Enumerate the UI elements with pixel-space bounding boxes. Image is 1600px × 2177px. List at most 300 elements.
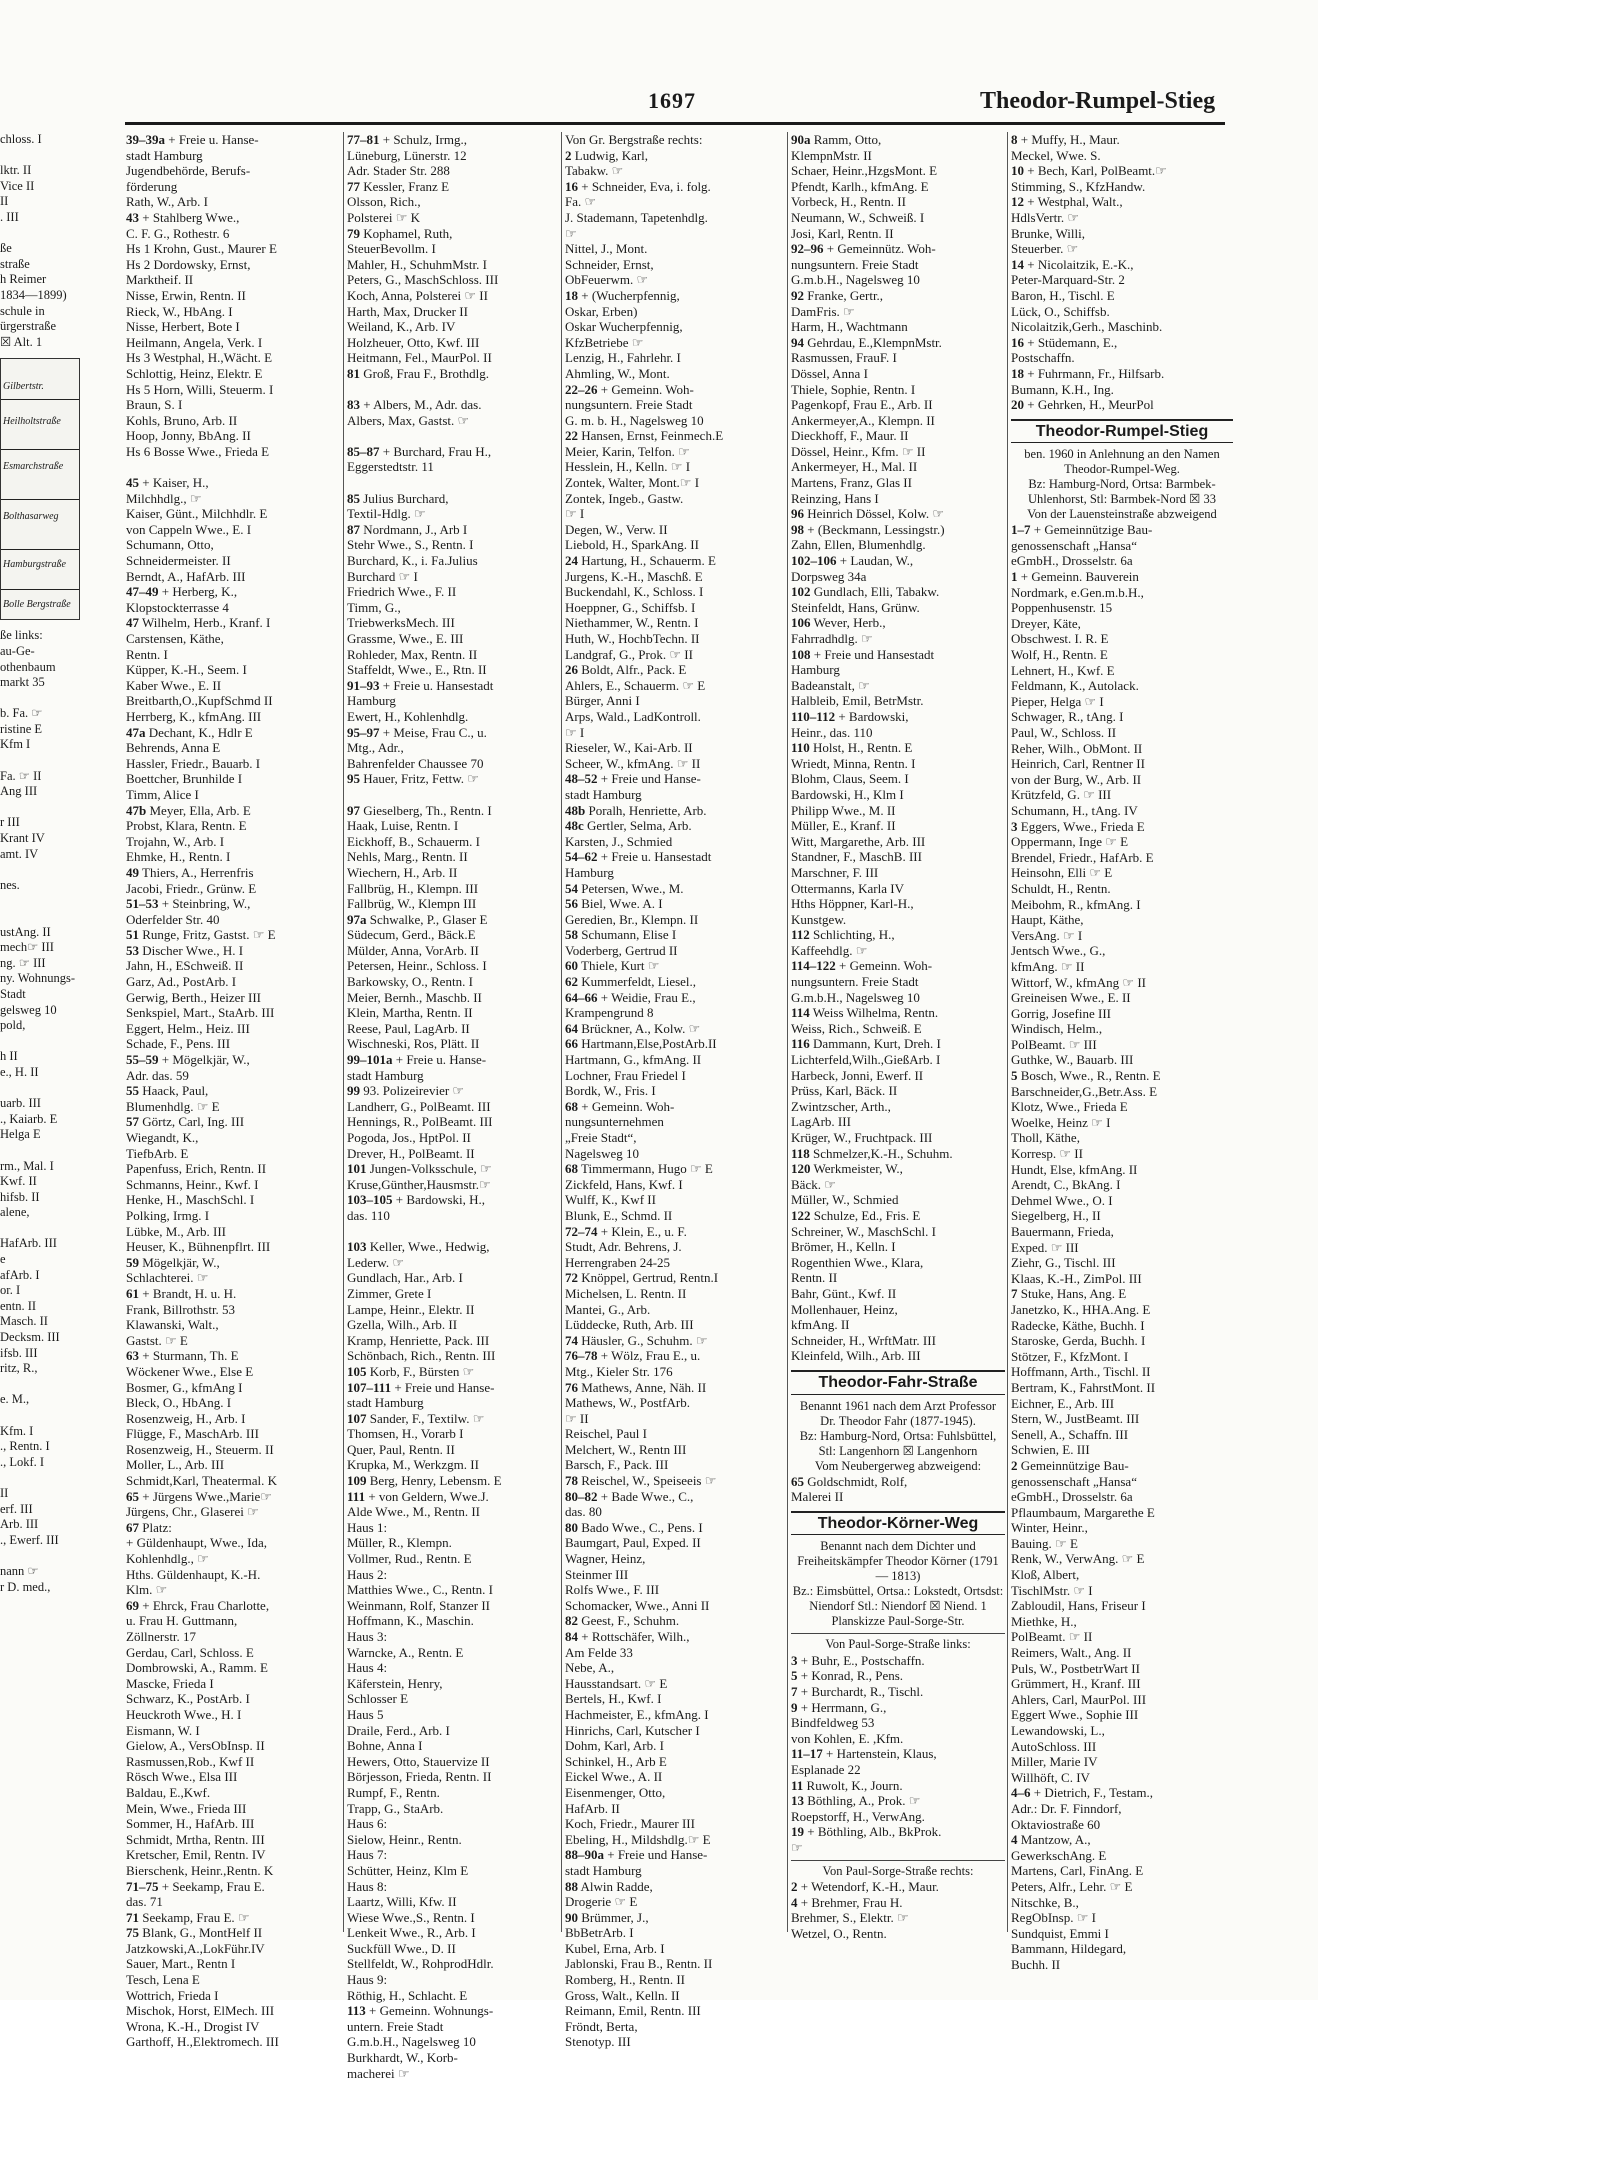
directory-entry: Kfm. I: [0, 1423, 34, 1438]
directory-entry: Wiegandt, K.,: [126, 1130, 199, 1145]
directory-entry: Hinrichs, Carl, Kutscher I: [565, 1722, 700, 1738]
directory-entry: Fa. ☞: [565, 194, 597, 210]
directory-entry: Rosenzweig, H., Arb. I: [126, 1410, 246, 1426]
directory-entry: 2 Ludwig, Karl,: [565, 147, 649, 163]
directory-entry: 72 Knöppel, Gertrud, Rentn.I: [565, 1270, 719, 1286]
directory-entry: Vorbeck, H., Rentn. II: [791, 194, 906, 210]
directory-entry: 109 Berg, Henry, Lebensm. E: [347, 1473, 502, 1489]
directory-entry: Rieseler, W., Kai-Arb. II: [565, 740, 693, 756]
directory-entry: Dieckhoff, F., Maur. II: [791, 428, 909, 444]
directory-entry: Schreiner, W., MaschSchl. I: [791, 1223, 936, 1239]
directory-entry: Südecum, Gerd., Bäck.E: [347, 927, 476, 943]
directory-entry: afArb. I: [0, 1267, 40, 1282]
directory-entry: Jacobi, Friedr., Grünw. E: [126, 880, 257, 896]
directory-entry: Heinrich, Carl, Rentner II: [1011, 756, 1145, 772]
directory-entry: Fallbrüg, H., Klempn. III: [347, 880, 479, 896]
directory-entry: Bauing. ☞ E: [1011, 1535, 1078, 1551]
directory-entry: 59 Mögelkjär, W.,: [126, 1254, 220, 1270]
directory-entry: [0, 1470, 78, 1486]
directory-entry: Flügge, F., MaschArb. III: [126, 1426, 259, 1442]
directory-entry: Nebe, A.,: [565, 1660, 615, 1676]
directory-entry: 96 Heinrich Dössel, Kolw. ☞: [791, 506, 945, 522]
street-branch-note: Von Paul-Sorge-Straße rechts:: [791, 1860, 1005, 1880]
directory-entry: Koch, Anna, Polsterei ☞ II: [347, 287, 488, 303]
directory-entry: Mtg., Adr.,: [347, 740, 404, 756]
directory-entry: 105 Korb, F., Bürsten ☞: [347, 1363, 475, 1379]
directory-entry: Drever, H., PolBeamt. II: [347, 1145, 475, 1161]
directory-entry: Steinmer III: [565, 1566, 629, 1582]
directory-entry: Harbeck, Jonni, Ewerf. II: [791, 1067, 924, 1083]
directory-entry: G.m.b.H., Nagelsweg 10: [791, 272, 920, 288]
directory-entry: Krützfeld, G. ☞ III: [1011, 787, 1112, 803]
directory-entry: Gross, Walt., Kelln. II: [565, 1987, 680, 2003]
directory-entry: Wöckener Wwe., Else E: [126, 1363, 254, 1379]
directory-entry: Peters, G., MaschSchloss. III: [347, 272, 499, 288]
directory-entry: Friedrich Wwe., F. II: [347, 584, 457, 600]
directory-entry: Fahrradhdlg. ☞: [791, 631, 873, 646]
directory-entry: Puls, W., PostbetrWart II: [1011, 1660, 1140, 1676]
directory-entry: Schomacker, Wwe., Anni II: [565, 1597, 710, 1613]
directory-entry: 71 Seekamp, Frau E. ☞: [126, 1909, 250, 1925]
directory-entry: Brunke, Willi,: [1011, 225, 1085, 241]
directory-entry: Halbleib, Emil, BetrMstr.: [791, 693, 924, 709]
directory-entry: SteuerBevollm. I: [347, 241, 436, 257]
directory-entry: Eisenmenger, Otto,: [565, 1784, 666, 1800]
directory-entry: + Güldenhaupt, Wwe., Ida,: [126, 1535, 268, 1551]
directory-entry: Lampe, Heinr., Elektr. II: [347, 1301, 475, 1317]
directory-entry: [0, 148, 78, 164]
directory-entry: 112 Schlichting, H.,: [791, 927, 895, 943]
directory-entry: Pfendt, Karlh., kfmAng. E: [791, 178, 929, 194]
directory-entry: Schwarz, K., PostArb. I: [126, 1691, 250, 1707]
directory-entry: Hths Höppner, Karl-H.,: [791, 896, 914, 912]
directory-entry: 55 Haack, Paul,: [126, 1083, 209, 1099]
directory-entry: das. 71: [126, 1894, 163, 1910]
directory-entry: 76–78 + Wölz, Frau E., u.: [565, 1348, 701, 1364]
directory-entry: Dössel, Heinr., Kfm. ☞ II: [791, 443, 926, 459]
directory-entry: 95 Hauer, Fritz, Fettw. ☞: [347, 771, 479, 787]
directory-entry: 103 Keller, Wwe., Hedwig,: [347, 1239, 490, 1255]
directory-entry: Barkowsky, O., Rentn. I: [347, 974, 473, 990]
directory-entry: 62 Kummerfeldt, Liesel.,: [565, 974, 697, 990]
directory-entry: Burchard, K., i. Fa.Julius: [347, 553, 478, 569]
directory-entry: 11 Ruwolt, K., Journ.: [791, 1777, 903, 1793]
directory-entry: Nisse, Herbert, Bote I: [126, 319, 240, 335]
directory-entry: Philipp Wwe., M. II: [791, 802, 896, 818]
directory-entry: Lüddecke, Ruth, Arb. III: [565, 1317, 694, 1333]
directory-entry: Kwf. II: [0, 1174, 37, 1189]
directory-entry: 80 Bado Wwe., C., Pens. I: [565, 1519, 703, 1535]
street-branch-note: Von Paul-Sorge-Straße links:: [791, 1633, 1005, 1653]
directory-entry: Adr. Stader Str. 288: [347, 163, 450, 179]
street-heading-box: [791, 1511, 1005, 1536]
directory-entry: Trapp, G., StaArb.: [347, 1800, 444, 1816]
directory-entry: Stimming, S., KfzHandw.: [1011, 178, 1146, 194]
directory-entry: 68 Timmermann, Hugo ☞ E: [565, 1161, 713, 1177]
directory-entry: Jatzkowski,A.,LokFühr.IV: [126, 1940, 265, 1956]
directory-entry: nes.: [0, 877, 20, 892]
directory-entry: Rumpf, F., Rentn.: [347, 1784, 440, 1800]
map-label: Gilbertstr.: [3, 381, 44, 393]
directory-entry: 3 + Buhr, E., Postschaffn.: [791, 1652, 925, 1668]
directory-entry: au-Ge-: [0, 643, 35, 658]
directory-entry: Windisch, Helm.,: [1011, 1021, 1103, 1037]
directory-entry: Jahn, H., ESchweiß. II: [126, 958, 244, 974]
directory-entry: Hs 2 Dordowsky, Ernst,: [126, 256, 251, 272]
directory-entry: 84 + Rottschäfer, Wilh.,: [565, 1629, 690, 1644]
directory-entry: G. m. b. H., Nagelsweg 10: [565, 412, 704, 428]
directory-entry: 16 + Stüdemann, E.,: [1011, 334, 1118, 350]
directory-entry: [0, 862, 78, 878]
directory-entry: Wiese Wwe.,S., Rentn. I: [347, 1909, 475, 1925]
directory-entry: HafArb. II: [565, 1800, 620, 1816]
directory-entry: Zickfeld, Hans, Kwf. I: [565, 1176, 683, 1192]
directory-entry: Brendel, Friedr., HafArb. E: [1011, 849, 1154, 865]
directory-entry: Nicolaitzik,Gerh., Maschinb.: [1011, 319, 1163, 335]
directory-entry: Reimers, Walt., Ang. II: [1011, 1645, 1132, 1661]
directory-entry: Boettcher, Brunhilde I: [126, 771, 243, 787]
directory-entry: Börjesson, Frieda, Rentn. II: [347, 1769, 492, 1785]
directory-entry: 82 Geest, F., Schuhm.: [565, 1613, 680, 1629]
directory-column-1: [126, 132, 341, 2050]
directory-entry: Bumann, K.H., Ing.: [1011, 381, 1114, 397]
directory-entry: Gielow, A., VersObInsp. II: [126, 1738, 265, 1754]
directory-entry: Oderfelder Str. 40: [126, 911, 220, 927]
directory-entry: [0, 1548, 78, 1564]
directory-entry: Küpper, K.-H., Seem. I: [126, 662, 247, 678]
directory-entry: Haus 7:: [347, 1847, 388, 1863]
directory-entry: Haak, Luise, Rentn. I: [347, 818, 459, 834]
directory-entry: Pieper, Helga ☞ I: [1011, 693, 1104, 709]
directory-entry: Korresp. ☞ II: [1011, 1146, 1083, 1162]
directory-entry: Müller, E., Kranf. II: [791, 818, 896, 834]
directory-entry: ☞ I: [565, 506, 585, 522]
directory-entry: Prüss, Karl, Bäck. II: [791, 1083, 898, 1099]
directory-entry: Suckfüll Wwe., D. II: [347, 1940, 456, 1956]
directory-entry: Nordmark, e.Gen.m.b.H.,: [1011, 584, 1144, 600]
directory-entry: 107 Sander, F., Textilw. ☞: [347, 1410, 485, 1426]
directory-entry: Stadt: [0, 986, 26, 1001]
directory-entry: Rohleder, Max, Rentn. II: [347, 646, 478, 662]
directory-entry: Winter, Heinr.,: [1011, 1520, 1088, 1536]
directory-entry: markt 35: [0, 675, 45, 690]
directory-entry: Krampengrund 8: [565, 1005, 654, 1021]
directory-entry: Mahler, H., SchuhmMstr. I: [347, 256, 487, 272]
directory-entry: u. Frau H. Guttmann,: [126, 1613, 238, 1629]
directory-entry: TriebwerksMech. III: [347, 615, 455, 631]
directory-entry: stadt Hamburg: [565, 1862, 642, 1878]
directory-entry: nungsuntern. Freie Stadt: [791, 256, 919, 272]
page-margin: [1318, 0, 1600, 2177]
directory-entry: 79 Kophamel, Ruth,: [347, 225, 453, 241]
directory-entry: Sauer, Mart., Rentn I: [126, 1956, 236, 1972]
left-page-fragment: [0, 132, 78, 1932]
directory-entry: [0, 226, 78, 242]
directory-entry: Peters, Alfr., Lehr. ☞ E: [1011, 1878, 1133, 1894]
directory-entry: Bardowski, H., Klm I: [791, 786, 904, 802]
directory-entry: Kohlenhdlg., ☞: [126, 1551, 209, 1567]
directory-entry: 14 + Nicolaitzik, E.-K.,: [1011, 256, 1134, 272]
map-label: Esmarchstraße: [3, 461, 64, 473]
directory-entry: TiefbArb. E: [126, 1145, 189, 1161]
directory-entry: Herrberg, K., kfmAng. III: [126, 708, 262, 724]
directory-entry: Neumann, W., Schweiß. I: [791, 209, 925, 225]
directory-entry: Arendt, C., BkAng. I: [1011, 1177, 1121, 1193]
directory-entry: Postschaffn.: [1011, 350, 1075, 366]
directory-entry: Hamburg: [565, 864, 614, 880]
directory-entry: Schmidt,Karl, Theatermal. K: [126, 1473, 278, 1489]
directory-entry: Nagelsweg 10: [565, 1145, 640, 1161]
directory-entry: Bosmer, G., kfmAng I: [126, 1379, 243, 1395]
directory-entry: 88–90a + Freie und Hanse-: [565, 1847, 708, 1863]
directory-entry: Schmanns, Heinr., Kwf. I: [126, 1176, 259, 1192]
directory-entry: e., H. II: [0, 1064, 39, 1079]
directory-entry: Bohne, Anna I: [347, 1738, 423, 1754]
directory-entry: „Freie Stadt“,: [565, 1130, 637, 1145]
directory-entry: 101 Jungen-Volksschule, ☞: [347, 1161, 492, 1177]
directory-entry: Probst, Klara, Rentn. E: [126, 818, 247, 834]
directory-entry: Ahlers, Carl, MaurPol. III: [1011, 1691, 1147, 1707]
directory-entry: Lichterfeld,Wilh.,GießArb. I: [791, 1052, 941, 1068]
directory-entry: 78 Reischel, W., Speiseeis ☞: [565, 1473, 717, 1489]
map-street-line: [1, 449, 79, 450]
column-divider: [561, 132, 562, 1932]
directory-entry: AutoSchloss. III: [1011, 1738, 1097, 1754]
street-map-fragment: [0, 358, 80, 620]
directory-entry: HafArb. III: [0, 1236, 57, 1251]
directory-entry: Lochner, Frau Friedel I: [565, 1067, 686, 1083]
directory-entry: mech☞ III: [0, 940, 54, 955]
directory-entry: Rosenzweig, H., Steuerm. II: [126, 1441, 274, 1457]
directory-entry: Meibohm, R., kfmAng. I: [1011, 896, 1141, 912]
directory-entry: Frank, Billrothstr. 53: [126, 1301, 236, 1317]
directory-entry: Geredien, Br., Klempn. II: [565, 911, 699, 927]
directory-entry: Blohm, Claus, Seem. I: [791, 771, 909, 787]
directory-entry: Lübke, M., Arb. III: [126, 1223, 227, 1239]
directory-entry: 39–39a + Freie u. Hanse-: [126, 132, 259, 147]
directory-entry: Josi, Karl, Rentn. II: [791, 225, 894, 241]
directory-entry: 18 + Fuhrmann, Fr., Hilfsarb.: [1011, 365, 1165, 381]
directory-entry: Arps, Wald., LadKontroll.: [565, 708, 701, 724]
directory-entry: Müller, W., Schmied: [791, 1192, 899, 1208]
directory-entry: Brehmer, S., Elektr. ☞: [791, 1910, 909, 1926]
directory-entry: Stern, W., JustBeamt. III: [1011, 1411, 1140, 1427]
directory-entry: 69 + Ehrck, Frau Charlotte,: [126, 1597, 270, 1613]
directory-entry: Exped. ☞ III: [1011, 1239, 1079, 1255]
directory-entry: PolBeamt. ☞ III: [1011, 1036, 1097, 1052]
directory-entry: ☒ Alt. 1: [0, 334, 43, 349]
directory-entry: Schneider, Ernst,: [565, 256, 654, 272]
directory-entry: Hs 5 Horn, Willi, Steuerm. I: [126, 381, 274, 397]
directory-entry: Rieck, W., HbAng. I: [126, 303, 233, 319]
directory-entry: 94 Gehrdau, E.,KlempnMstr.: [791, 334, 942, 350]
directory-entry: Senell, A., Schaffn. III: [1011, 1426, 1129, 1442]
directory-entry: 81 Groß, Frau F., Brothdlg.: [347, 365, 489, 381]
directory-entry: Kaiser, Günt., Milchhdlr. E: [126, 506, 268, 522]
directory-entry: Mülder, Anna, VorArb. II: [347, 942, 479, 958]
street-entries: [791, 1879, 1005, 1941]
directory-entry: Kaber Wwe., E. II: [126, 677, 222, 693]
directory-entry: Mischok, Horst, ElMech. III: [126, 2003, 275, 2019]
directory-entry: Steinfeldt, Hans, Grünw.: [791, 599, 920, 615]
directory-entry: Papenfuss, Erich, Rentn. II: [126, 1161, 267, 1177]
map-street-line: [1, 399, 79, 400]
directory-entry: Dombrowski, A., Ramm. E: [126, 1660, 268, 1676]
directory-entry: Zahn, Ellen, Blumenhdlg.: [791, 537, 926, 553]
directory-entry: Matthies Wwe., C., Rentn. I: [347, 1582, 493, 1598]
directory-entry: Schlosser E: [347, 1691, 409, 1707]
directory-entry: gelsweg 10: [0, 1002, 57, 1017]
directory-entry: Garz, Ad., PostArb. I: [126, 974, 237, 990]
directory-entry: Garthoff, H.,Elektromech. III: [126, 2034, 279, 2050]
directory-entry: 7 + Burchardt, R., Tischl.: [791, 1684, 924, 1700]
directory-entry: Bleck, O., HbAng. I: [126, 1395, 232, 1411]
directory-entry: Heinsohn, Elli ☞ E: [1011, 865, 1113, 881]
directory-entry: rm., Mal. I: [0, 1158, 54, 1173]
directory-entry: Hths. Güldenhaupt, K.-H.: [126, 1566, 261, 1582]
directory-entry: 88 Alwin Radde,: [565, 1878, 653, 1894]
directory-entry: Haus 6:: [347, 1816, 388, 1832]
directory-entry: Wiechern, H., Arb. II: [347, 864, 458, 880]
directory-entry: Ang III: [0, 784, 38, 799]
directory-entry: Eggert Wwe., Sophie III: [1011, 1707, 1139, 1723]
directory-entry: ., Ewerf. III: [0, 1532, 59, 1547]
directory-entry: ng. ☞ III: [0, 955, 46, 970]
directory-entry: chloss. I: [0, 132, 42, 146]
directory-entry: 48–52 + Freie und Hanse-: [565, 771, 701, 787]
directory-entry: 47–49 + Herberg, K.,: [126, 584, 238, 600]
directory-entry: Eismann, W. I: [126, 1722, 200, 1738]
directory-entry: Pogoda, Jos., HptPol. II: [347, 1130, 471, 1145]
street-note: Benannt 1961 nach dem Arzt Professor Dr. Theodor Fahr (1877-1945).: [799, 1398, 997, 1428]
directory-entry: Klopstockterrasse 4: [126, 599, 229, 615]
directory-entry: [0, 1034, 78, 1050]
directory-entry: 71–75 + Seekamp, Frau E.: [126, 1878, 265, 1894]
directory-entry: Kleinfeld, Wilh., Arb. III: [791, 1348, 921, 1364]
directory-entry: Ankermeyer, H., Mal. II: [791, 459, 918, 475]
left-fragment-bottom: [0, 628, 78, 1595]
directory-entry: Ewert, H., Kohlenhdlg.: [347, 708, 469, 724]
directory-entry: Gzella, Wilh., Arb. II: [347, 1317, 458, 1333]
directory-entry: 83 + Albers, M., Adr. das.: [347, 397, 482, 413]
directory-entry: lktr. II: [0, 163, 32, 178]
directory-entry: G.m.b.H., Nagelsweg 10: [791, 989, 920, 1005]
directory-entry: Braun, S. I: [126, 397, 183, 413]
directory-entry: Schaer, Heinr.,HzgsMont. E: [791, 163, 938, 179]
directory-entry: Haus 4:: [347, 1660, 388, 1676]
directory-entry: Lenzig, H., Fahrlehr. I: [565, 350, 681, 366]
directory-entry: Bammann, Hildegard,: [1011, 1941, 1127, 1957]
directory-entry: DamFris. ☞: [791, 303, 855, 319]
directory-entry: Buckendahl, K., Schloss. I: [565, 584, 704, 600]
street-heading-box: [1011, 419, 1233, 444]
directory-entry: Fallbrüg, W., Klempn III: [347, 896, 477, 912]
street-heading-box: [791, 1370, 1005, 1395]
directory-entry: Nehls, Marg., Rentn. II: [347, 849, 468, 865]
directory-entry: Zontek, Walter, Mont.☞ I: [565, 475, 700, 491]
directory-entry: TischlMstr. ☞ I: [1011, 1582, 1093, 1598]
directory-entry: Marktheif. II: [126, 272, 194, 288]
directory-entry: Jürgens, Chr., Glaserei ☞: [126, 1504, 259, 1520]
directory-entry: nungsunternehmen: [565, 1114, 664, 1130]
directory-entry: 98 + (Beckmann, Lessingstr.): [791, 521, 945, 537]
directory-entry: 11–17 + Hartenstein, Klaus,: [791, 1746, 937, 1762]
directory-entry: Timm, G.,: [347, 599, 401, 615]
directory-entry: Henke, H., MaschSchl. I: [126, 1192, 255, 1208]
directory-entry: Feldmann, K., Autolack.: [1011, 678, 1139, 694]
directory-entry: Wetzel, O., Rentn.: [791, 1925, 887, 1941]
directory-entry: 97 Gieselberg, Th., Rentn. I: [347, 802, 492, 818]
directory-entry: 85–87 + Burchard, Frau H.,: [347, 443, 492, 459]
directory-entry: ifsb. III: [0, 1345, 38, 1360]
directory-entry: Nisse, Erwin, Rentn. II: [126, 287, 246, 303]
directory-entry: Bertram, K., FahrstMont. II: [1011, 1379, 1156, 1395]
directory-entry: Malerei II: [791, 1489, 844, 1505]
directory-entry: Wolf, H., Rentn. E: [1011, 647, 1108, 663]
directory-entry: 47a Dechant, K., Hdlr E: [126, 724, 253, 740]
directory-entry: 67 Platz:: [126, 1519, 172, 1535]
directory-entry: ny. Wohnungs-: [0, 971, 76, 986]
directory-entry: HdlsVertr. ☞: [1011, 209, 1079, 225]
directory-entry: Klotz, Wwe., Frieda E: [1011, 1099, 1128, 1115]
directory-entry: Schuldt, H., Rentn.: [1011, 880, 1111, 896]
directory-entry: Baldau, E.,Kwf.: [126, 1784, 211, 1800]
directory-entry: Thomsen, H., Vorarb I: [347, 1426, 464, 1442]
directory-entry: Blunk, E., Schmd. II: [565, 1207, 673, 1223]
directory-entry: Buchh. II: [1011, 1956, 1061, 1972]
directory-entry: Willhöft, C. IV: [1011, 1769, 1090, 1785]
directory-entry: Berndt, A., HafArb. III: [126, 568, 246, 584]
directory-entry: Quer, Paul, Rentn. II: [347, 1441, 455, 1457]
directory-entry: Obschwest. I. R. E: [1011, 631, 1109, 647]
directory-entry: schule in: [0, 303, 45, 318]
directory-entry: Radecke, Käthe, Buchh. I: [1011, 1317, 1145, 1333]
directory-entry: Nittel, J., Mont.: [565, 241, 648, 257]
directory-entry: Haus 3:: [347, 1629, 388, 1644]
directory-entry: r D. med.,: [0, 1579, 51, 1594]
directory-entry: [347, 382, 559, 398]
directory-entry: Grümmert, H., Kranf. III: [1011, 1676, 1141, 1692]
directory-entry: ☞ I: [565, 724, 585, 740]
directory-entry: Hoeppner, G., Schiffsb. I: [565, 599, 696, 615]
directory-entry: Herrengraben 24-25: [565, 1254, 671, 1270]
directory-entry: Reimann, Emil, Rentn. III: [565, 2003, 701, 2019]
directory-entry: II: [0, 1485, 9, 1500]
directory-entry: Hewers, Otto, Stauervize II: [347, 1753, 490, 1769]
directory-entry: 92 Franke, Gertr.,: [791, 287, 884, 303]
directory-entry: Breitbarth,O.,KupfSchmd II: [126, 693, 273, 709]
directory-entry: stadt Hamburg: [347, 1067, 424, 1083]
directory-entry: Oskar Wucherpfennig,: [565, 319, 683, 335]
directory-entry: Weinmann, Rolf, Stanzer II: [347, 1597, 490, 1613]
directory-entry: stadt Hamburg: [565, 786, 642, 802]
directory-entry: 54 Petersen, Wwe., M.: [565, 880, 684, 896]
directory-entry: Gerdau, Carl, Schloss. E: [126, 1644, 254, 1660]
directory-entry: [347, 475, 559, 491]
directory-entry: Ziehr, G., Tischl. III: [1011, 1255, 1116, 1271]
directory-entry: Von Gr. Bergstraße rechts:: [565, 132, 703, 147]
directory-entry: Klaas, K.-H., ZimPol. III: [1011, 1270, 1142, 1286]
directory-entry: Jablonski, Frau B., Rentn. II: [565, 1956, 713, 1972]
map-label: Bolthasarweg: [3, 511, 59, 523]
directory-entry: Carstensen, Käthe,: [126, 631, 224, 646]
directory-entry: von der Burg, W., Arb. II: [1011, 771, 1142, 787]
directory-entry: ustAng. II: [0, 924, 51, 939]
directory-entry: G.m.b.H., Nagelsweg 10: [347, 2034, 476, 2050]
directory-entry: Landherr, G., PolBeamt. III: [347, 1098, 491, 1114]
directory-entry: Fröndt, Berta,: [565, 2018, 638, 2034]
directory-entry: 26 Boldt, Alfr., Pack. E: [565, 662, 687, 678]
